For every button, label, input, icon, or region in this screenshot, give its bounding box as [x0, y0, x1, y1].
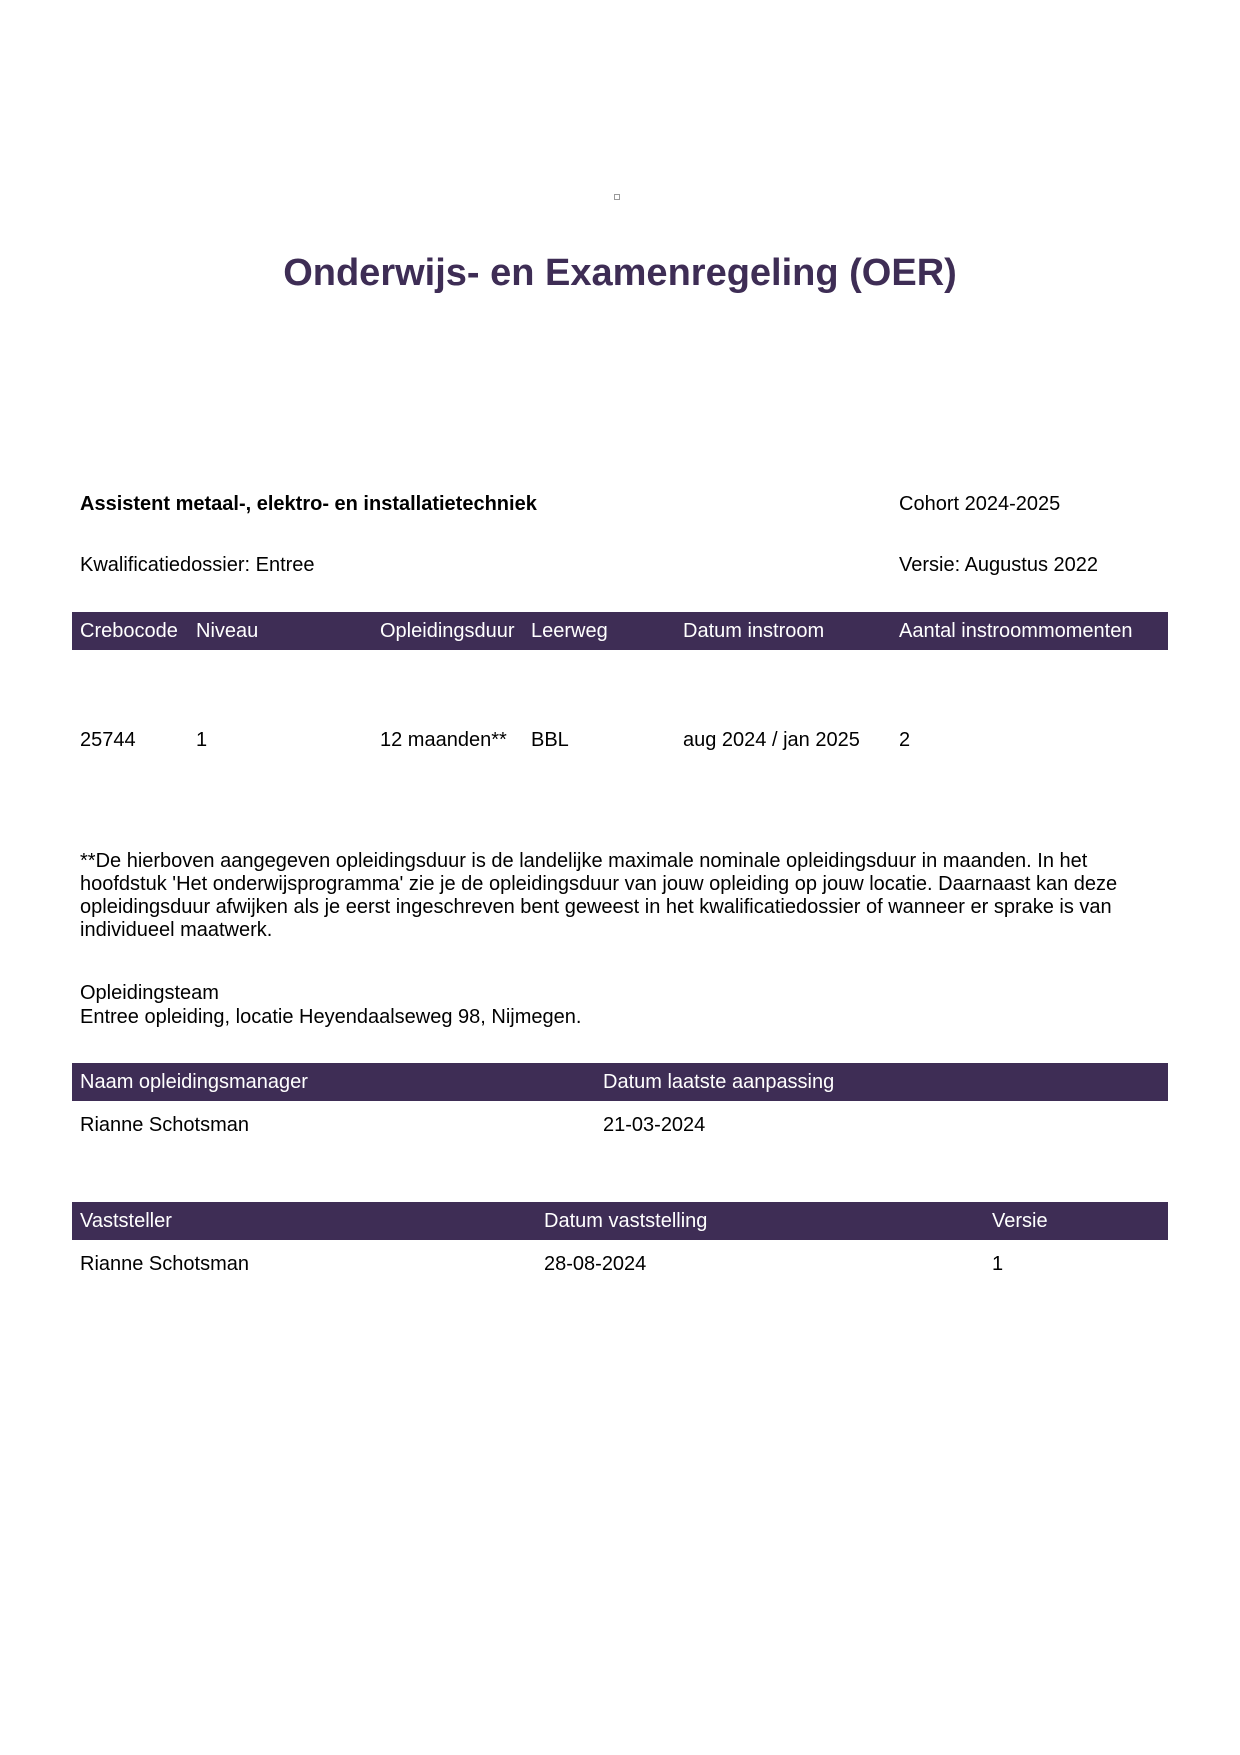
cell-leerweg: BBL [531, 729, 569, 751]
cell-last-modified: 21-03-2024 [603, 1114, 706, 1136]
header-versie: Versie [992, 1210, 1048, 1232]
header-crebocode: Crebocode [80, 620, 178, 642]
header-naam-opleidingsmanager: Naam opleidingsmanager [80, 1071, 308, 1093]
manager-table-header [72, 1063, 1168, 1101]
program-name: Assistent metaal-, elektro- en installatietechniek [80, 493, 537, 515]
header-niveau: Niveau [196, 620, 259, 642]
vaststelling-table-header [72, 1202, 1168, 1240]
cell-aantal-instroommomenten: 2 [899, 729, 911, 751]
header-leerweg: Leerweg [531, 620, 608, 642]
duration-footnote: **De hierboven aangegeven opleidingsduur is de landelijke maximale nominale opleidingsduur in maanden. In het hoofdstuk 'Het onderwijsprogramma' zie je de opleidingsduur van jouw opleiding op jouw locatie. Daarnaast kan deze opleidingsduur afwijken als je eerst ingeschreven bent geweest in het kwalificatiedossier of wanneer er sprake is van individueel maatwerk. [80, 850, 1118, 941]
header-datum-laatste-aanpassing: Datum laatste aanpassing [603, 1071, 835, 1093]
cell-manager-name: Rianne Schotsman [80, 1114, 249, 1136]
cell-vaststeller: Rianne Schotsman [80, 1253, 249, 1275]
cell-crebocode: 25744 [80, 729, 136, 751]
cell-opleidingsduur: 12 maanden** [380, 729, 507, 751]
cell-niveau: 1 [196, 729, 208, 751]
cell-datum-instroom: aug 2024 / jan 2025 [683, 729, 860, 751]
dossier-version: Versie: Augustus 2022 [899, 554, 1099, 576]
document-title: Onderwijs- en Examenregeling (OER) [283, 252, 957, 294]
header-opleidingsduur: Opleidingsduur [380, 620, 515, 642]
cell-datum-vaststelling: 28-08-2024 [544, 1253, 647, 1275]
header-aantal-instroommomenten: Aantal instroommomenten [899, 620, 1133, 642]
header-datum-vaststelling: Datum vaststelling [544, 1210, 708, 1232]
kwalificatiedossier: Kwalificatiedossier: Entree [80, 554, 315, 576]
cohort: Cohort 2024-2025 [899, 493, 1061, 515]
header-datum-instroom: Datum instroom [683, 620, 825, 642]
cell-versie: 1 [992, 1253, 1004, 1275]
team-description: Entree opleiding, locatie Heyendaalseweg 98, Nijmegen. [80, 1006, 582, 1028]
header-vaststeller: Vaststeller [80, 1210, 172, 1232]
program-table-header [72, 612, 1168, 650]
team-label: Opleidingsteam [80, 982, 219, 1004]
logo-placeholder [614, 194, 620, 200]
